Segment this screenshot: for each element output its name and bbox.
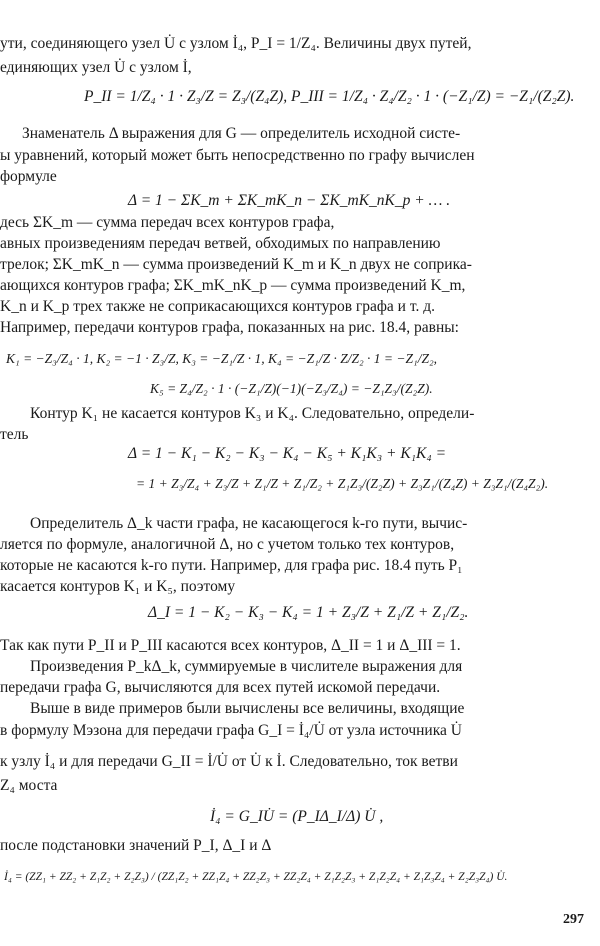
equation: Δ_I = 1 − K₂ − K₃ − K₄ = 1 + Z₃/Z + Z₁/Z + Z₁/Z₂. — [148, 604, 469, 621]
paragraph-line: в формулу Мэзона для передачи графа G_I = İ₄/U̇ от узла источника U̇ — [0, 722, 462, 739]
paragraph-line: Z₄ моста — [0, 777, 58, 794]
paragraph-line: Например, передачи контуров графа, показанных на рис. 18.4, равны: — [0, 319, 459, 336]
paragraph-line: ающихся контуров графа; ΣK_mK_nK_p — сумма произведений K_m, — [0, 277, 466, 294]
equation: K₅ = Z₄/Z₂ · 1 · (−Z₁/Z)(−1)(−Z₃/Z₄) = −Z₁Z₃/(Z₂Z). — [150, 381, 433, 396]
equation: = 1 + Z₃/Z₄ + Z₃/Z + Z₁/Z + Z₁/Z₂ + Z₁Z₃/(Z₂Z) + Z₃Z₁/(Z₄Z) + Z₃Z₁/(Z₄Z₂). — [136, 476, 549, 491]
equation: Δ = 1 − ΣK_m + ΣK_mK_n − ΣK_mK_nK_p + … . — [128, 192, 451, 209]
equation: P_II = 1/Z₄ · 1 · Z₃/Z = Z₃/(Z₄Z), P_III = 1/Z₄ · Z₄/Z₂ · 1 · (−Z₁/Z) = −Z₁/(Z₂Z). — [84, 88, 575, 105]
paragraph-line: Выше в виде примеров были вычислены все величины, входящие — [30, 700, 465, 717]
page-number: 297 — [563, 912, 584, 927]
paragraph-line: Контур K₁ не касается контуров K₃ и K₄. Следовательно, определи- — [30, 405, 475, 422]
paragraph-line: формуле — [0, 168, 57, 185]
paragraph-line: тель — [0, 426, 29, 443]
paragraph-line: передачи графа G, вычисляются для всех путей искомой передачи. — [0, 679, 441, 696]
paragraph-line: касается контуров K₁ и K₅, поэтому — [0, 578, 236, 595]
paragraph-line: к узлу İ₄ и для передачи G_II = İ/U̇ от U̇ к İ. Следовательно, ток ветви — [0, 753, 458, 770]
paragraph-line: единяющих узел U̇ с узлом İ, — [0, 59, 192, 76]
paragraph-line: которые не касаются k-го пути. Например, для графа рис. 18.4 путь P₁ — [0, 557, 463, 574]
paragraph-line: десь ΣK_m — сумма передач всех контуров графа, — [0, 214, 335, 231]
paragraph-line: Знаменатель Δ выражения для G — определитель исходной систе- — [22, 125, 461, 142]
equation: İ₄ = (ZZ₁ + ZZ₂ + Z₁Z₂ + Z₂Z₃) / (ZZ₁Z₂ + ZZ₁Z₄ + ZZ₂Z₃ + ZZ₂Z₄ + Z₁Z₂Z₃ + Z₁Z₂Z₄ + Z₁Z₃Z₄ + Z₂Z₃Z₄) U̇. — [4, 871, 508, 883]
paragraph-line: после подстановки значений P_I, Δ_I и Δ — [0, 837, 272, 854]
paragraph-line: трелок; ΣK_mK_n — сумма произведений K_m и K_n двух не соприка- — [0, 256, 472, 273]
paragraph-line: Произведения P_kΔ_k, суммируемые в числителе выражения для — [30, 658, 463, 675]
paragraph-line: авных произведениям передач ветвей, обходимых по направлению — [0, 235, 441, 252]
paragraph-line: ути, соединяющего узел U̇ с узлом İ₄, P_I = 1/Z₄. Величины двух путей, — [0, 35, 472, 52]
paragraph-line: Определитель Δ_k части графа, не касающегося k-го пути, вычис- — [30, 515, 468, 532]
paragraph-line: Так как пути P_II и P_III касаются всех контуров, Δ_II = 1 и Δ_III = 1. — [0, 637, 461, 654]
equation: K₁ = −Z₃/Z₄ · 1, K₂ = −1 · Z₃/Z, K₃ = −Z₁/Z · 1, K₄ = −Z₁/Z · Z/Z₂ · 1 = −Z₁/Z₂, — [6, 351, 438, 366]
equation: İ₄ = G_IU̇ = (P_IΔ_I/Δ) U̇ , — [210, 808, 384, 825]
paragraph-line: ляется по формуле, аналогичной Δ, но с учетом только тех контуров, — [0, 536, 455, 553]
paragraph-line: K_n и K_p трех также не соприкасающихся контуров графа и т. д. — [0, 298, 435, 315]
paragraph-line: ы уравнений, который может быть непосредственно по графу вычислен — [0, 147, 475, 164]
equation: Δ = 1 − K₁ − K₂ − K₃ − K₄ − K₅ + K₁K₃ + K₁K₄ = — [128, 445, 447, 462]
